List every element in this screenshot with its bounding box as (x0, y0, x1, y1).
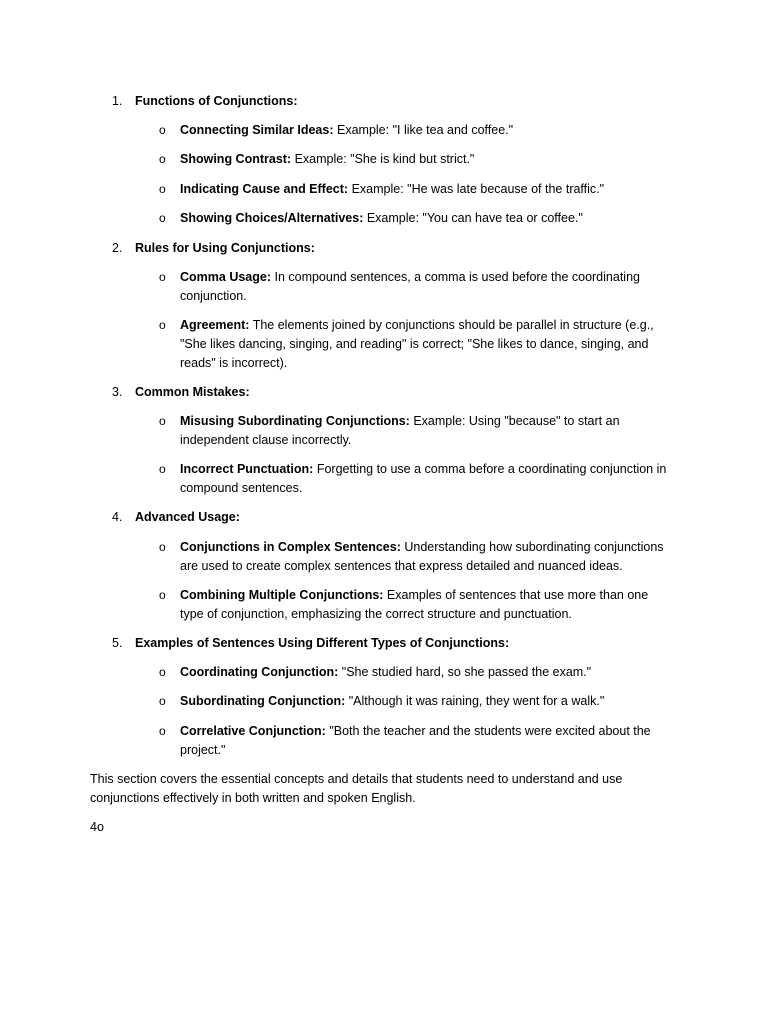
bullet-marker: o (159, 694, 166, 708)
list-item (180, 121, 675, 140)
list-item (180, 180, 675, 199)
item-label: Connecting Similar Ideas: (180, 123, 334, 137)
item-text: Example: "I like tea and coffee." (333, 123, 514, 137)
list-item (180, 663, 675, 682)
list-item (180, 316, 675, 373)
list-item (180, 692, 675, 711)
list-item (180, 412, 675, 450)
item-text: "She studied hard, so she passed the exam." (338, 665, 592, 679)
item-label: Incorrect Punctuation: (180, 462, 314, 476)
item-text: Forgetting to use a comma before a coordinating conjunction in compound sentences. (180, 462, 667, 495)
list-item (180, 150, 675, 169)
item-label: Coordinating Conjunction: (180, 665, 339, 679)
item-text: In compound sentences, a comma is used before the coordinating conjunction. (180, 270, 640, 303)
item-label: Conjunctions in Complex Sentences: (180, 540, 401, 554)
section-number: 3. (112, 385, 123, 399)
item-text: "Both the teacher and the students were excited about the project." (180, 724, 651, 757)
bullet-marker: o (159, 123, 166, 137)
bullet-marker: o (159, 270, 166, 284)
bullet-marker: o (159, 724, 166, 738)
bullet-marker: o (159, 211, 166, 225)
list-item (180, 722, 675, 760)
section-title: Functions of Conjunctions: (135, 94, 298, 108)
bullet-marker: o (159, 462, 166, 476)
list-item (180, 538, 675, 576)
item-label: Agreement: (180, 318, 250, 332)
list-item (180, 586, 675, 624)
list-item (180, 268, 675, 306)
item-label: Misusing Subordinating Conjunctions: (180, 414, 410, 428)
bullet-marker: o (159, 665, 166, 679)
item-text: "Although it was raining, they went for a walk." (345, 694, 605, 708)
bullet-marker: o (159, 588, 166, 602)
item-label: Correlative Conjunction: (180, 724, 326, 738)
section-title: Rules for Using Conjunctions: (135, 241, 315, 255)
item-label: Showing Choices/Alternatives: (180, 211, 364, 225)
bullet-marker: o (159, 318, 166, 332)
item-text: Example: Using "because" to start an independent clause incorrectly. (180, 414, 620, 447)
item-label: Subordinating Conjunction: (180, 694, 346, 708)
item-label: Combining Multiple Conjunctions: (180, 588, 384, 602)
section-number: 4. (112, 510, 123, 524)
section-number: 5. (112, 636, 123, 650)
bullet-marker: o (159, 182, 166, 196)
closing-paragraph: This section covers the essential concepts and details that students need to understand and use conjunctions effectively in both written and spoken English. (90, 772, 623, 805)
item-text: Example: "He was late because of the traffic." (348, 182, 605, 196)
section-title: Common Mistakes: (135, 385, 250, 399)
section-title: Advanced Usage: (135, 510, 240, 524)
item-label: Indicating Cause and Effect: (180, 182, 349, 196)
item-text: Example: "You can have tea or coffee." (363, 211, 583, 225)
item-text: Understanding how subordinating conjunctions are used to create complex sentences that express detailed and nuanced ideas. (180, 540, 664, 573)
list-item (180, 209, 675, 228)
bullet-marker: o (159, 152, 166, 166)
item-label: Comma Usage: (180, 270, 271, 284)
bullet-marker: o (159, 540, 166, 554)
section-title: Examples of Sentences Using Different Types of Conjunctions: (135, 636, 510, 650)
section-number: 2. (112, 241, 123, 255)
list-item (180, 460, 675, 498)
section-number: 1. (112, 94, 123, 108)
bullet-marker: o (159, 414, 166, 428)
item-text: The elements joined by conjunctions should be parallel in structure (e.g., "She likes dancing, singing, and reading" is correct; "She likes to dance, singing, and reads" is incorrect). (180, 318, 654, 370)
item-label: Showing Contrast: (180, 152, 292, 166)
item-text: Examples of sentences that use more than one type of conjunction, emphasizing the correct structure and punctuation. (180, 588, 649, 621)
page-number: 4o (90, 820, 104, 834)
item-text: Example: "She is kind but strict." (291, 152, 475, 166)
